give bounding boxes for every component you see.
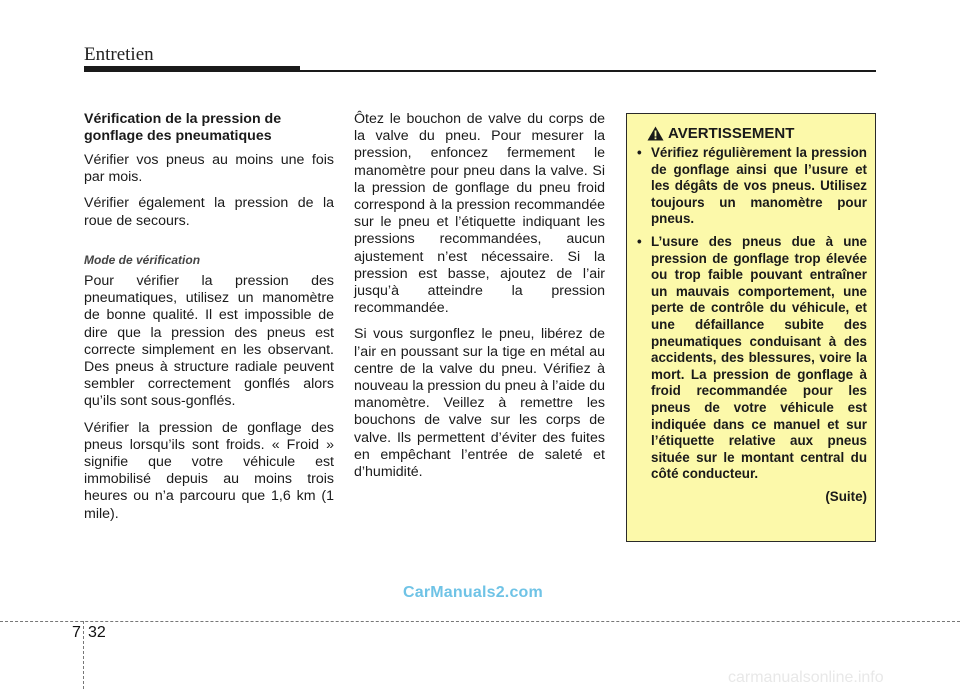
- footer-vertical-divider: [83, 621, 84, 689]
- paragraph: Vérifier la pression de gonflage des pneus lorsqu’ils sont froids. « Froid » signifie que votre véhicule est immobilisé depuis au moins trois heures ou n’a parcouru que 1,6 km (1 mile).: [84, 419, 334, 522]
- chapter-number: 7: [72, 624, 81, 641]
- paragraph: Si vous surgonflez le pneu, libérez de l’air en poussant sur la tige en métal au centre de la valve du pneu. Vérifiez à nouveau la pression du pneu à l’aide du manomètre. Veillez à remettre les bouchons de valve sur les corps de valve. Ils permettent d’éviter des fuites en empêchant l’entrée de saleté et d’humidité.: [354, 326, 605, 481]
- paragraph: Pour vérifier la pression des pneumatiques, utilisez un manomètre de bonne qualité. Il est impossible de dire que la pression des pneus est correcte simplement en les observant. Des pneus à structure radiale peuvent sembler correctement gonflés alors qu’ils sont sous-gonflés.: [84, 273, 334, 410]
- watermark: CarManuals2.com: [403, 584, 543, 601]
- header-title: Entretien: [84, 44, 154, 65]
- column-2: [354, 111, 605, 490]
- warning-item: [635, 145, 867, 228]
- paragraph: Vérifier également la pression de la roue de secours.: [84, 195, 334, 229]
- warning-header: [647, 125, 867, 142]
- warning-triangle-icon: [647, 126, 664, 141]
- warning-item: [635, 234, 867, 483]
- footer-divider: [0, 621, 960, 622]
- section-subheading: Mode de vérification: [84, 252, 201, 267]
- continued-label: (Suite): [825, 488, 867, 504]
- warning-list: [635, 145, 867, 483]
- paragraph: Ôtez le bouchon de valve du corps de la valve du pneu. Pour mesurer la pression, enfoncez fermement le manomètre pour pneu dans la valve. Si la pression de gonflage du pneu froid correspond à la pression recommandée sur le pneu et l’étiquette indiquant les pressions recommandées, aucun ajustement n’est nécessaire. Si la pression est basse, ajoutez de l’air jusqu’à atteindre la pression recommandée.: [354, 111, 605, 317]
- bullet: •: [637, 233, 642, 249]
- paragraph: Vérifier vos pneus au moins une fois par mois.: [84, 152, 334, 186]
- warning-item-text: L’usure des pneus due à une pression de gonflage trop élevée ou trop faible pouvant entraîner un mauvais comportement, une perte de contrôle du véhicule, et une défaillance subite des pneumatiques conduisant à des accidents, des blessures, voire la mort. La pression de gonflage à froid recommandée pour les pneus de votre véhicule est indiquée dans ce manuel et sur l’étiquette relative aux pneus située sur le montant central du côté conducteur.: [651, 233, 867, 482]
- footer-site-watermark: carmanualsonline.info: [728, 669, 884, 686]
- header-rule-thin: [300, 70, 876, 72]
- header-rule-thick: [84, 66, 300, 72]
- warning-box: [626, 113, 876, 542]
- warning-item-text: Vérifiez régulièrement la pression de gonflage ainsi que l’usure et les dégâts de vos pneus. Utilisez toujours un manomètre pour pneus.: [651, 145, 867, 227]
- column-1: [84, 111, 334, 532]
- page-number: 32: [88, 624, 106, 641]
- bullet: •: [637, 145, 642, 160]
- section-heading: Vérification de la pression de gonflage des pneumatiques: [84, 111, 282, 144]
- warning-title: AVERTISSEMENT: [668, 125, 795, 142]
